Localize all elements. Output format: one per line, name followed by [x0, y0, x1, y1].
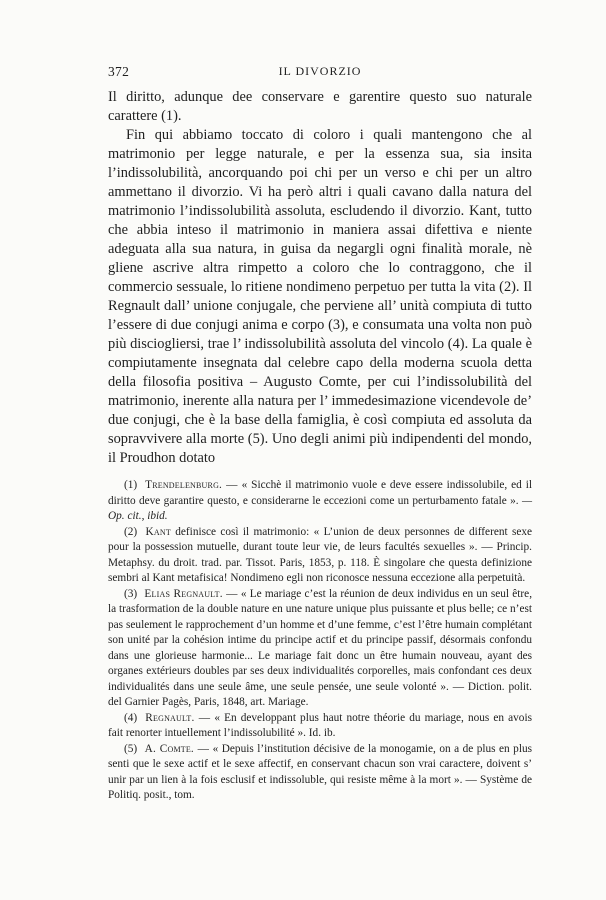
book-page	[108, 64, 532, 804]
footnote-text: « Le mariage c’est la réunion de deux individus en un seul être, la trasformation de la double nature en une nature unique plus puissante et plus belle; ce n’est pas seulement le rapprochement d’un homme et d’une femme, c’est l’être humain complétant son unité par la cohésion intime du principe actif et du principe passif, désormais confondu dans une glorieuse harmonie... Le mariage fait donc un être humain nouveau, ayant des organes extérieurs doubles par ses deux individualités corporelles, mais confondant ces deux individualités dans une seule âme, une seule pensée, une seule volonté ». — Diction. polit. del Garnier Pagès, Paris, 1848, art. Mariage.	[108, 587, 533, 708]
page-number: 372	[108, 64, 130, 79]
paragraph: Fin qui abbiamo toccato di coloro i quali mantengono che al matrimonio per legge naturale, e per la essenza sua, sia insita l’indissolubilità, ancorquando poi chi per un verso e chi per un altro ammettano il divorzio. Vi ha però altri i quali cavano dalla natura del matrimonio l’indissolubilità assoluta, escludendo il divorzio. Kant, tutto che abbia inteso il matrimonio in maniera assai difettiva e niente adeguata alla sua natura, in guisa da negargli ogni finalità morale, nè gliene ascrive altra rimpetto a coloro che lo contraggono, che il commercio sessuale, lo ritiene nondimeno perpetuo per tutta la vita (2). Il Regnault dall’ unione conjugale, che perviene all’ unità compiuta di tutto l’essere di due conjugi anima e corpo (3), e consumata una volta non può più disciogliersi, trae l’ indissolubilità assoluta del vincolo (4). La quale è compiutamente insegnata dal celebre capo della moderna scuola detta della filosofia positiva – Augusto Comte, per cui l’indissolubilità del matrimonio, inerente alla natura per l’ immedesimazione vicendevole de’ due conjugi, che è la base della famiglia, è così compiuta ed assoluta da sopravvivere alla morte (5). Uno degli animi più indipendenti del mondo, il Proudhon dotato	[108, 127, 532, 466]
footnotes	[108, 478, 532, 804]
footnote-1	[108, 478, 532, 525]
footnote-author: Regnault. —	[145, 711, 211, 724]
footnote-text: definisce così il matrimonio: « L’union de deux personnes de different sexe pour la possession mutuelle, durant toute leur vie, de leurs facultés sexuelles ». — Princip. Metaphsy. du droit. trad. par. Tissot. Paris, 1853, p. 118. È singolare che questa definizione sembri al Kant metafisica! Nondimeno egli non riconosce nessuna eccezione alla perpetuità.	[108, 525, 533, 584]
footnote-text: « En developpant plus haut notre théorie du mariage, nous en avois fait renorter intuellement l’indissolubilité ». Id. ib.	[108, 711, 532, 739]
footnote-citation: — Op. cit., ibid.	[108, 494, 532, 522]
footnote-3	[108, 587, 532, 711]
footnote-author: A. Comte. —	[144, 742, 210, 755]
footnote-label: (2)	[124, 525, 138, 538]
footnote-label: (5)	[124, 742, 138, 755]
running-head	[108, 64, 532, 86]
footnote-4	[108, 711, 532, 742]
footnote-author: Trendelenburg. —	[145, 479, 238, 491]
footnote-label: (4)	[124, 711, 138, 724]
footnote-author: Kant	[145, 525, 171, 538]
footnote-label: (3)	[124, 587, 138, 600]
footnote-label: (1)	[124, 479, 138, 491]
footnote-5	[108, 742, 532, 804]
footnote-text: « Sicchè il matrimonio vuole e deve essere indissolubile, ed il diritto deve garantire questo, e considerarne le eccezioni come un perturbamento fatale ».	[108, 479, 532, 507]
running-title: IL DIVORZIO	[278, 64, 362, 78]
body-text	[108, 88, 532, 468]
paragraph-continued: Il diritto, adunque dee conservare e garentire questo suo naturale carattere (1).	[108, 89, 532, 124]
footnote-2	[108, 525, 532, 587]
footnote-text: « Depuis l’institution décisive de la monogamie, on a de plus en plus senti que le sexe actif et le sexe affectif, en conservant chacun son vrai caractere, doivent s’ unir par un lien à la fois esclusif et indissoluble, qui resiste même à la mort ». — Système de Politiq. posit., tom.	[108, 742, 533, 801]
footnote-author: Elias Regnault. —	[144, 587, 238, 600]
